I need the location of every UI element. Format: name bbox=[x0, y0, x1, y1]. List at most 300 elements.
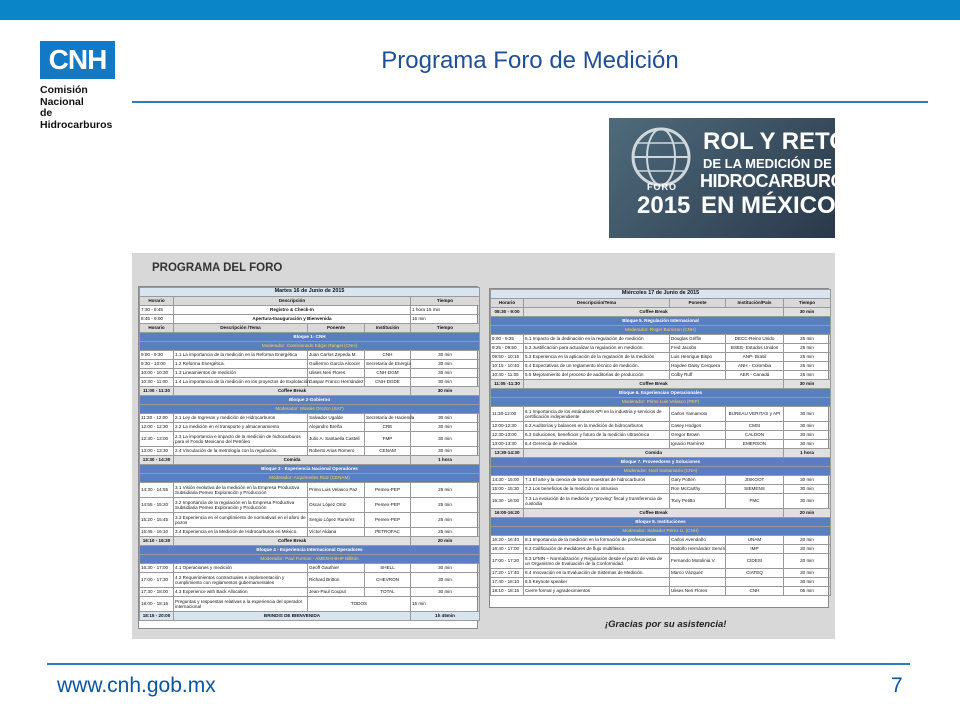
row-description: 1.3 Lineamientos de medición bbox=[174, 369, 308, 378]
day2-head-speaker: Ponente bbox=[670, 299, 726, 308]
row-institution: SHELL bbox=[365, 564, 411, 573]
row-speaker: Ignacio Ramírez bbox=[670, 440, 726, 449]
row-time: 13:00-13:30 bbox=[491, 440, 524, 449]
block-title: Bloque 1- CNH bbox=[140, 333, 480, 342]
row-institution: TOTAL bbox=[365, 588, 411, 597]
schedule-row bbox=[140, 612, 480, 621]
row-time: 15:45 - 16:10 bbox=[140, 528, 174, 537]
day1-opening-head-desc: Descripción bbox=[174, 297, 411, 306]
schedule-row bbox=[491, 371, 831, 380]
row-time: 12:30 - 13:00 bbox=[140, 432, 174, 447]
schedule-row bbox=[140, 423, 480, 432]
row-duration: 30 min bbox=[411, 360, 480, 369]
schedule-row bbox=[491, 380, 831, 389]
day1-opening-dur: 15 min bbox=[411, 315, 480, 324]
row-institution: PETROFAC bbox=[365, 528, 411, 537]
row-time: 16:40 - 17:00 bbox=[491, 545, 524, 554]
row-institution: CMSI bbox=[726, 422, 784, 431]
row-speaker: Gregor Brown bbox=[670, 431, 726, 440]
row-time: 08:30 - 9:00 bbox=[491, 308, 524, 317]
logo-line-2: de Hidrocarburos bbox=[40, 107, 113, 131]
row-time: 9:30 - 10:00 bbox=[140, 360, 174, 369]
row-duration: 30 min bbox=[784, 494, 831, 509]
row-speaker: TODOS bbox=[308, 597, 411, 612]
row-institution: AER - Canadá bbox=[726, 371, 784, 380]
row-speaker: Gary Potten bbox=[670, 476, 726, 485]
row-duration: 25 min bbox=[411, 498, 480, 513]
program-document bbox=[132, 253, 835, 639]
row-duration: 1 hora bbox=[784, 449, 831, 458]
schedule-row bbox=[491, 587, 831, 596]
row-description: Coffee Break bbox=[524, 380, 784, 389]
row-description: 2.3 La importancia e impacto de la medición de hidrocarburos para el Fondo Mexicano del Petróleo bbox=[174, 432, 308, 447]
row-duration: 30 min bbox=[411, 432, 480, 447]
row-description: 5.2 Justificación para actualizar la regulación en medición. bbox=[524, 344, 670, 353]
row-institution: Pemex-PEP bbox=[365, 513, 411, 528]
row-description: 1.4 La importancia de la medición en los proyectos de Explotación bbox=[174, 378, 308, 387]
row-time: 17:30 - 18:00 bbox=[140, 588, 174, 597]
day1-date: Martes 16 de Junio de 2015 bbox=[140, 288, 480, 297]
row-description: 8.2 Calificación de medidores de flujo multifásico. bbox=[524, 545, 670, 554]
row-duration: 20 min bbox=[784, 536, 831, 545]
row-description: 7.3 La evolución de la medición y "proving" fiscal y transferencia de custodia bbox=[524, 494, 670, 509]
row-description: 8.3 LFMN – Normalización y Regulación desde el punto de vista de un Organismo de Evaluación de la Conformidad. bbox=[524, 554, 670, 569]
block-title: Bloque 7. Proveedores y Soluciones bbox=[491, 458, 831, 467]
banner-line-2: DE LA MEDICIÓN DE bbox=[703, 156, 832, 171]
row-institution: CRE bbox=[365, 423, 411, 432]
row-duration: 30 min bbox=[784, 440, 831, 449]
schedule-row bbox=[140, 546, 480, 555]
row-time: 11:30 - 12:00 bbox=[140, 414, 174, 423]
row-speaker: Rodolfo Hernández Servín bbox=[670, 545, 726, 554]
row-description: BRINDIS DE BIENVENIDA bbox=[174, 612, 411, 621]
row-time: 13:00 - 13:30 bbox=[140, 447, 174, 456]
row-time: 18:10 - 18:15 bbox=[491, 587, 524, 596]
schedule-row bbox=[140, 378, 480, 387]
row-speaker: Douglas Griffin bbox=[670, 335, 726, 344]
schedule-row bbox=[140, 588, 480, 597]
row-duration: 25 min bbox=[411, 483, 480, 498]
row-speaker: Fred Jacobs bbox=[670, 344, 726, 353]
row-duration: 30 min bbox=[411, 423, 480, 432]
row-speaker: Haydee Daisy Cerquera bbox=[670, 362, 726, 371]
schedule-row bbox=[140, 351, 480, 360]
logo-mark: CNH bbox=[40, 41, 115, 79]
row-description: Coffee Break bbox=[524, 308, 784, 317]
schedule-row bbox=[140, 483, 480, 498]
schedule-row bbox=[491, 335, 831, 344]
schedule-row bbox=[491, 317, 831, 326]
row-duration: 30 min bbox=[411, 573, 480, 588]
schedule-row bbox=[491, 398, 831, 407]
schedule-row bbox=[491, 389, 831, 398]
row-institution: FMC bbox=[726, 494, 784, 509]
row-time: 9:00 - 9:25 bbox=[491, 335, 524, 344]
row-speaker: Roberto Arias Romero bbox=[308, 447, 365, 456]
row-speaker: Alejandro Breña bbox=[308, 423, 365, 432]
row-speaker: Julio A. Santaella Castell bbox=[308, 432, 365, 447]
row-institution: CNH-DGM bbox=[365, 369, 411, 378]
row-duration: 20 min bbox=[784, 509, 831, 518]
schedule-row bbox=[491, 467, 831, 476]
row-institution bbox=[726, 578, 784, 587]
row-description: 4.1 Operaciones y medición bbox=[174, 564, 308, 573]
block-title: Bloque 4 - Experiencia Internacional Operadores bbox=[140, 546, 480, 555]
block-title: Bloque 5. Regulación Internacional bbox=[491, 317, 831, 326]
row-description: 6.2 Auditorías y balances en la medición de hidrocarburos bbox=[524, 422, 670, 431]
row-time: 14:30 - 15:00 bbox=[491, 476, 524, 485]
row-time: 14:55 - 15:20 bbox=[140, 498, 174, 513]
row-time: 18:15 - 20:00 bbox=[140, 612, 174, 621]
row-speaker: Fernando Motolinia V. bbox=[670, 554, 726, 569]
day2-head-time: Horario bbox=[491, 299, 524, 308]
row-duration: 20 min bbox=[784, 554, 831, 569]
row-description: 6.1 Importancia de los estándares API en la industria y servicios de certificación independiente bbox=[524, 407, 670, 422]
row-description: 8.5 Keynote speaker bbox=[524, 578, 670, 587]
row-time: 10:15 - 10:40 bbox=[491, 362, 524, 371]
schedule-row bbox=[140, 432, 480, 447]
row-description: Comida bbox=[524, 449, 784, 458]
row-duration: 30 min bbox=[784, 578, 831, 587]
row-time: 16:10 - 16:30 bbox=[140, 537, 174, 546]
block-title: Bloque 8. Instituciones bbox=[491, 518, 831, 527]
schedule-row bbox=[491, 431, 831, 440]
schedule-row bbox=[140, 342, 480, 351]
block-moderator: Moderador: Comisionado Edgar Rangel (CNH) bbox=[140, 342, 480, 351]
row-description: 5.1 Impacto de la dedinación en la regulación de medición bbox=[524, 335, 670, 344]
row-duration: 30 min bbox=[411, 588, 480, 597]
row-duration: 25 min bbox=[784, 371, 831, 380]
banner-line-1: ROL Y RETOS bbox=[703, 128, 864, 155]
row-institution: CENAM bbox=[365, 447, 411, 456]
row-duration: 1h 45min bbox=[411, 612, 480, 621]
row-institution: CNH bbox=[365, 351, 411, 360]
schedule-row bbox=[491, 362, 831, 371]
row-time: 9:00 - 9:30 bbox=[140, 351, 174, 360]
schedule-row bbox=[140, 387, 480, 396]
schedule-row bbox=[140, 369, 480, 378]
page-number: 7 bbox=[891, 674, 903, 697]
row-duration: 30 min bbox=[784, 380, 831, 389]
row-time: 16:30 - 17:00 bbox=[140, 564, 174, 573]
row-duration: 30 min bbox=[411, 447, 480, 456]
day1-opening-head-time: Horario bbox=[140, 297, 174, 306]
row-speaker: Marco Vázquez bbox=[670, 569, 726, 578]
row-duration: 30 min bbox=[784, 485, 831, 494]
row-description: 6.3 Soluciones, beneficios y futuro de la medición ultrasónica bbox=[524, 431, 670, 440]
row-duration: 25 min bbox=[411, 513, 480, 528]
block-moderator: Moderador: Moisés Orozco (SAT) bbox=[140, 405, 480, 414]
schedule-row bbox=[140, 474, 480, 483]
day1-head-inst: Institución bbox=[365, 324, 411, 333]
row-speaker: Geoff Gauthier bbox=[308, 564, 365, 573]
schedule-row bbox=[140, 513, 480, 528]
banner-foro: FORO bbox=[647, 182, 677, 192]
row-time: 15:30 - 16:00 bbox=[491, 494, 524, 509]
row-description: 7.2 Los beneficios de la medición no intrusiva bbox=[524, 485, 670, 494]
row-duration: 30 min bbox=[411, 387, 480, 396]
schedule-row bbox=[491, 554, 831, 569]
row-time: 16:00-16:20 bbox=[491, 509, 524, 518]
row-description: Comida bbox=[174, 456, 411, 465]
row-time: 9:25 - 09:50 bbox=[491, 344, 524, 353]
schedule-row bbox=[140, 498, 480, 513]
day1-head-dur: Tiempo bbox=[411, 324, 480, 333]
row-time: 10:40 - 11:05 bbox=[491, 371, 524, 380]
day1-head-desc: Descripción /Tema bbox=[174, 324, 308, 333]
block-moderator: Moderador: Roger Burnison (CNH) bbox=[491, 326, 831, 335]
row-description: 5.5 Mejoramiento del proceso de auditorías de producción bbox=[524, 371, 670, 380]
row-time: 17:20 - 17:40 bbox=[491, 569, 524, 578]
row-speaker: Salvador Ugalde bbox=[308, 414, 365, 423]
block-moderator: Moderador: Arquímedes Ruiz (CENAM) bbox=[140, 474, 480, 483]
row-duration: 25 min bbox=[411, 528, 480, 537]
row-description: 2.1 Ley de Ingresos y medición de Hidrocarburos bbox=[174, 414, 308, 423]
schedule-row bbox=[491, 569, 831, 578]
footer-divider bbox=[47, 663, 910, 665]
row-description: 4.3 Experience with Back Allocation bbox=[174, 588, 308, 597]
row-institution: EMERSON bbox=[726, 440, 784, 449]
globe-icon bbox=[625, 126, 697, 188]
row-time: 13:30 - 14:30 bbox=[140, 456, 174, 465]
banner-line-3: HIDROCARBUROS bbox=[700, 171, 856, 191]
row-speaker: Ulises Neri Flores bbox=[308, 369, 365, 378]
block-title: Bloque 6. Experiencias Operacionales bbox=[491, 389, 831, 398]
day2-head-inst: Institución/País bbox=[726, 299, 784, 308]
day1-opening-dur: 1 hora 15 min bbox=[411, 306, 480, 315]
row-description: 6.4 Gerencia de medición bbox=[524, 440, 670, 449]
row-duration: 25 min bbox=[784, 344, 831, 353]
block-moderator: Moderador: Paul Furman - AMEXHI-BHP Billiton bbox=[140, 555, 480, 564]
row-institution: CNH bbox=[726, 587, 784, 596]
schedule-row bbox=[140, 405, 480, 414]
schedule-row bbox=[491, 353, 831, 362]
schedule-row bbox=[140, 555, 480, 564]
row-duration: 20 min bbox=[784, 545, 831, 554]
row-duration: 25 min bbox=[784, 335, 831, 344]
schedule-row bbox=[491, 536, 831, 545]
row-speaker: Ron McCarthy bbox=[670, 485, 726, 494]
schedule-row bbox=[491, 509, 831, 518]
row-speaker: Luis Henrique Bispo bbox=[670, 353, 726, 362]
day1-opening-time: 7:30 - 8:45 bbox=[140, 306, 174, 315]
row-duration: 30 min bbox=[784, 422, 831, 431]
row-institution: CIDESI bbox=[726, 554, 784, 569]
schedule-row bbox=[491, 440, 831, 449]
row-time: 17:40 - 18:10 bbox=[491, 578, 524, 587]
row-time: 11:05 -11:30 bbox=[491, 380, 524, 389]
row-speaker: Colby Ruff bbox=[670, 371, 726, 380]
schedule-row bbox=[491, 545, 831, 554]
schedule-row bbox=[140, 573, 480, 588]
row-time: 11:00 - 11:30 bbox=[140, 387, 174, 396]
row-institution: ANP- Brasil bbox=[726, 353, 784, 362]
row-description: 1.1 La importancia de la medición en la Reforma Energética bbox=[174, 351, 308, 360]
row-duration: 30 min bbox=[784, 476, 831, 485]
row-duration: 30 min bbox=[784, 431, 831, 440]
row-institution: DECC-Reino Unido bbox=[726, 335, 784, 344]
row-speaker: Víctor Aldana bbox=[308, 528, 365, 537]
schedule-row bbox=[140, 396, 480, 405]
schedule-row bbox=[140, 447, 480, 456]
row-description: 3.1 Visión evolutiva de la medición en la Empresa Productiva Subsidiaria Pemex Exploración y Producción bbox=[174, 483, 308, 498]
row-time: 10:00 - 10:30 bbox=[140, 369, 174, 378]
row-description: 3.2 Importancia de la regulación en la Empresa Productiva Subsidiaria Pemex Exploración y Producción bbox=[174, 498, 308, 513]
day1-head-time: Horario bbox=[140, 324, 174, 333]
row-description: 3.4 Experiencia en la Medición de Hidrocarburos en México. bbox=[174, 528, 308, 537]
row-time: 12:30-13:00 bbox=[491, 431, 524, 440]
row-institution: Secretaría de Hacienda bbox=[365, 414, 411, 423]
row-time: 14:30 - 14:55 bbox=[140, 483, 174, 498]
schedule-row bbox=[491, 407, 831, 422]
schedule-row bbox=[140, 456, 480, 465]
schedule-row bbox=[491, 485, 831, 494]
schedule-row bbox=[140, 465, 480, 474]
row-time: 15:20 - 15:45 bbox=[140, 513, 174, 528]
row-speaker: Sergio López Ramírez bbox=[308, 513, 365, 528]
schedule-row bbox=[140, 528, 480, 537]
schedule-row bbox=[491, 476, 831, 485]
row-duration: 30 min bbox=[411, 369, 480, 378]
row-time: 15:00 - 15:30 bbox=[491, 485, 524, 494]
row-duration: 20 min bbox=[784, 569, 831, 578]
row-duration: 30 min bbox=[411, 378, 480, 387]
footer-url[interactable]: www.cnh.gob.mx bbox=[57, 674, 216, 697]
block-moderator: Moderador: Primo Luis Velasco (PEP) bbox=[491, 398, 831, 407]
schedule-row bbox=[491, 458, 831, 467]
row-time: 12:00 - 12:30 bbox=[140, 423, 174, 432]
row-description: 5.4 Expectativas de un reglamento técnico de medición. bbox=[524, 362, 670, 371]
schedule-row bbox=[491, 578, 831, 587]
row-duration: 30 min bbox=[411, 564, 480, 573]
row-description: Coffee Break bbox=[174, 387, 411, 396]
cnh-logo bbox=[40, 41, 120, 131]
row-time: 16:20 - 16:40 bbox=[491, 536, 524, 545]
row-institution: CALDON bbox=[726, 431, 784, 440]
row-duration: 30 min bbox=[411, 351, 480, 360]
block-moderator: Moderador: Noel Santamaría (CNH) bbox=[491, 467, 831, 476]
row-speaker: Carlos Yamamoto bbox=[670, 407, 726, 422]
row-speaker: Carlos Avendaño bbox=[670, 536, 726, 545]
row-institution: FMP bbox=[365, 432, 411, 447]
row-description: 4.2 Requerimientos contractuales e implementación y cumplimiento con reglamentos gubernamentales bbox=[174, 573, 308, 588]
program-heading: PROGRAMA DEL FORO bbox=[152, 262, 283, 274]
schedule-row bbox=[140, 360, 480, 369]
row-duration: 1 hora bbox=[411, 456, 480, 465]
row-speaker: Guillermo García Alcocer bbox=[308, 360, 365, 369]
row-speaker: Ulises Neri Flores bbox=[670, 587, 726, 596]
row-time: 13:30-14:30 bbox=[491, 449, 524, 458]
row-time: 09:50 - 10:15 bbox=[491, 353, 524, 362]
row-speaker: Richard Britton bbox=[308, 573, 365, 588]
top-bar bbox=[0, 0, 960, 20]
schedule-row bbox=[491, 326, 831, 335]
schedule-row bbox=[140, 537, 480, 546]
row-description: Cierre formal y agradecimientos bbox=[524, 587, 670, 596]
row-time: 11:30-12:00 bbox=[491, 407, 524, 422]
row-institution: UNAM bbox=[726, 536, 784, 545]
day1-opening-time: 8:45 - 9:00 bbox=[140, 315, 174, 324]
row-description: 2.4 Vinculación de la metrología con la regulación. bbox=[174, 447, 308, 456]
schedule-row bbox=[140, 564, 480, 573]
schedule-row bbox=[140, 597, 480, 612]
row-institution: BSEE- Estados Unidos bbox=[726, 344, 784, 353]
schedule-row bbox=[140, 333, 480, 342]
banner-line-4: EN MÉXICO bbox=[701, 192, 836, 219]
row-institution: CHEVRON bbox=[365, 573, 411, 588]
day1-table bbox=[138, 286, 478, 629]
row-speaker: Gaspar Franco Hernández bbox=[308, 378, 365, 387]
schedule-row bbox=[491, 527, 831, 536]
row-institution: Pemex-PEP bbox=[365, 483, 411, 498]
day2-head-dur: Tiempo bbox=[784, 299, 831, 308]
row-speaker: Oscar López Ortiz bbox=[308, 498, 365, 513]
day2-head-desc: Descripción/Tema bbox=[524, 299, 670, 308]
row-speaker: Casey Hodges bbox=[670, 422, 726, 431]
row-institution: IMP bbox=[726, 545, 784, 554]
title-divider bbox=[132, 101, 928, 103]
row-speaker bbox=[670, 578, 726, 587]
row-duration: 30 min bbox=[784, 308, 831, 317]
row-time: 17:00 - 17:20 bbox=[491, 554, 524, 569]
row-institution: BUREAU VERITAS y API bbox=[726, 407, 784, 422]
row-institution: CNH-DGDE bbox=[365, 378, 411, 387]
row-institution: JISKOOT bbox=[726, 476, 784, 485]
forum-banner bbox=[609, 118, 864, 238]
block-title: Bloque 2-Gobierno bbox=[140, 396, 480, 405]
thanks-note: ¡Gracias por su asistencia! bbox=[605, 619, 727, 630]
row-description: Coffee Break bbox=[524, 509, 784, 518]
row-description: 2.2 La medición en el transporte y almacenamiento bbox=[174, 423, 308, 432]
day1-head-speaker: Ponente bbox=[308, 324, 365, 333]
block-moderator: Moderador: Salvador Pérez U. (CNH) bbox=[491, 527, 831, 536]
row-description: 8.4 Innovación en la Evaluación de Sistemas de Medición. bbox=[524, 569, 670, 578]
row-speaker: Juan Carlos Zepeda M. bbox=[308, 351, 365, 360]
row-duration: 25 min bbox=[784, 362, 831, 371]
day1-opening-desc: Apertura-Inauguración y Bienvenida bbox=[174, 315, 411, 324]
row-duration: 25 min bbox=[784, 353, 831, 362]
row-description: 5.3 Experiencia en la aplicación de la regulación de la medición bbox=[524, 353, 670, 362]
page-title: Programa Foro de Medición bbox=[381, 47, 679, 74]
row-duration: 30 min bbox=[411, 414, 480, 423]
row-duration: 05 min bbox=[784, 587, 831, 596]
row-speaker: Primo Luis Velasco Paz bbox=[308, 483, 365, 498]
row-time: 17:00 - 17:30 bbox=[140, 573, 174, 588]
schedule-row bbox=[491, 344, 831, 353]
schedule-row bbox=[491, 449, 831, 458]
row-speaker: Jean-Paul Couput bbox=[308, 588, 365, 597]
row-institution: SIEMENS bbox=[726, 485, 784, 494]
row-duration: 30 min bbox=[784, 407, 831, 422]
schedule-row bbox=[491, 308, 831, 317]
day2-date: Miércoles 17 de Junio de 2015 bbox=[491, 290, 831, 299]
row-time: 18:00 - 18:15 bbox=[140, 597, 174, 612]
row-description: Coffee Break bbox=[174, 537, 411, 546]
schedule-row bbox=[491, 518, 831, 527]
row-institution: Pemex-PEP bbox=[365, 498, 411, 513]
banner-year: 2015 bbox=[637, 192, 691, 219]
schedule-row bbox=[491, 422, 831, 431]
row-description: 7.1 El arte y la ciencia de tomar muestras de hidrocarburos bbox=[524, 476, 670, 485]
block-title: Bloque 3 - Experiencia Nacional Operadores bbox=[140, 465, 480, 474]
schedule-row bbox=[491, 494, 831, 509]
row-speaker: Tony Petitto bbox=[670, 494, 726, 509]
row-description: Preguntas y respuestas relativas a la experiencia del operador internacional bbox=[174, 597, 308, 612]
row-time: 12:00-12:30 bbox=[491, 422, 524, 431]
row-duration: 20 min bbox=[411, 537, 480, 546]
row-description: 8.1 Importancia de la medición en la formación de profesionistas bbox=[524, 536, 670, 545]
row-time: 10:30 - 11:00 bbox=[140, 378, 174, 387]
